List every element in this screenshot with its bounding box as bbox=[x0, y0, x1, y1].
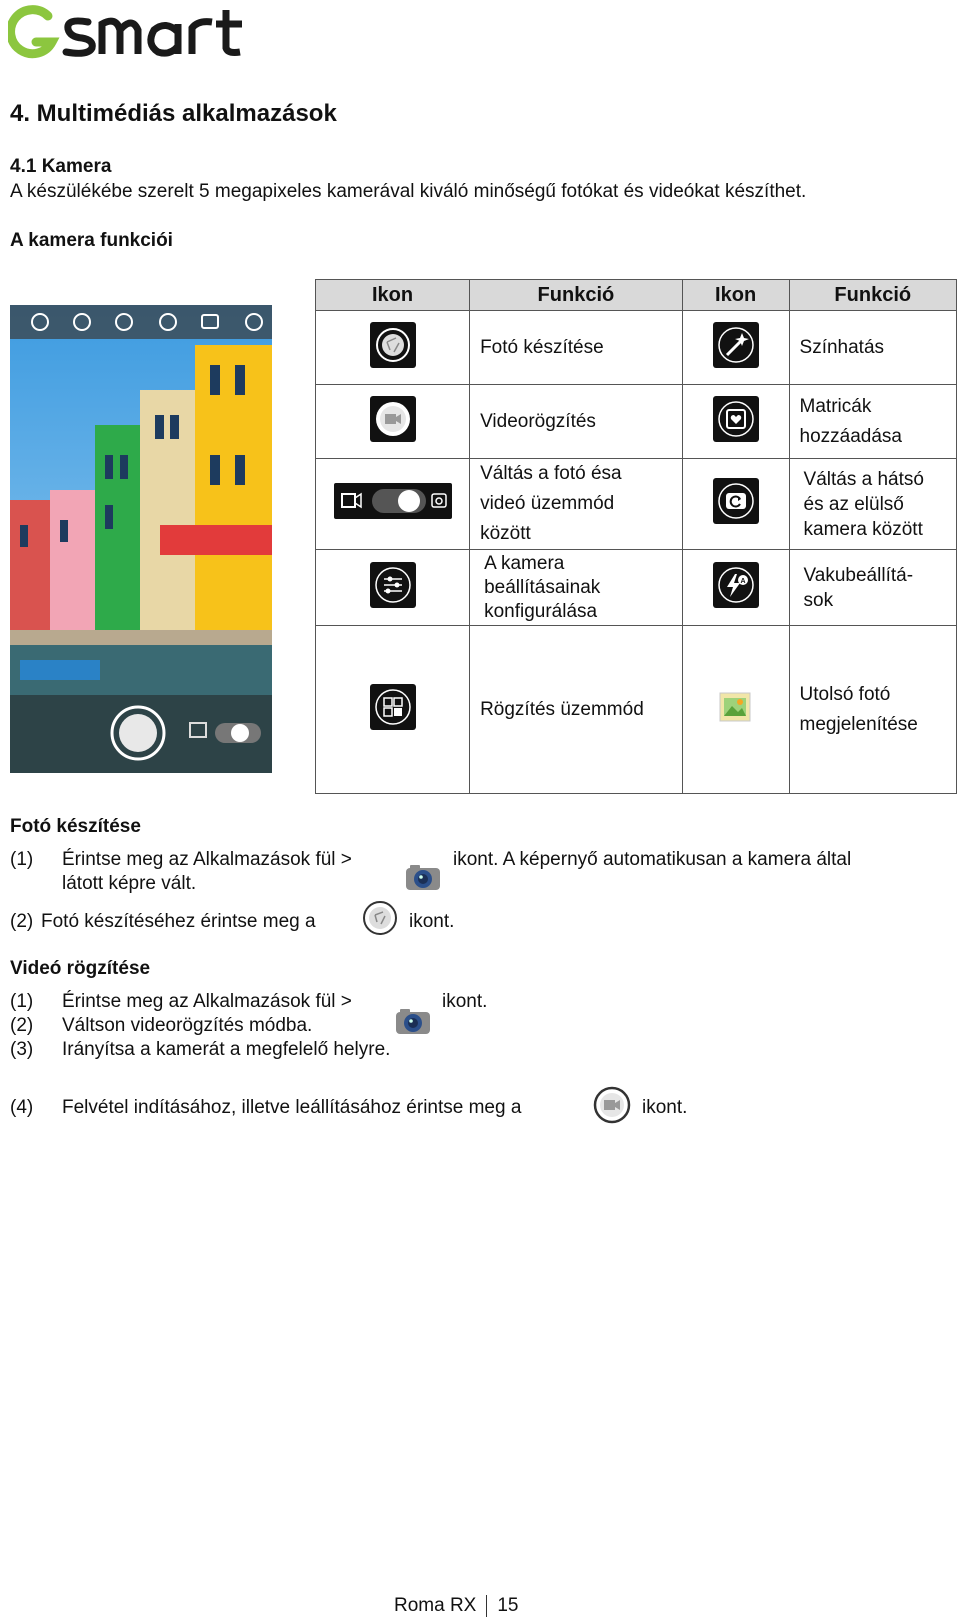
step-number: (3) bbox=[10, 1039, 34, 1060]
step-number: (2) bbox=[10, 911, 34, 932]
function-label: konfigurálása bbox=[484, 600, 598, 622]
camera-app-icon bbox=[395, 1008, 431, 1036]
section-title: 4.1 Kamera bbox=[10, 156, 112, 177]
camera-app-icon bbox=[405, 864, 441, 892]
step-text: látott képre vált. bbox=[62, 873, 197, 894]
step-text: ikont. bbox=[642, 1097, 688, 1118]
camera-functions-table bbox=[315, 279, 957, 794]
functions-title: A kamera funkciói bbox=[10, 230, 173, 251]
function-label: Vakubeállítá- bbox=[803, 564, 914, 586]
header-function: Funkció bbox=[789, 280, 956, 311]
step-number: (1) bbox=[10, 849, 34, 870]
function-label: A kamera bbox=[484, 552, 565, 574]
page-number: 15 bbox=[497, 1595, 519, 1617]
step-text: Érintse meg az Alkalmazások fül > bbox=[62, 991, 352, 1012]
function-label: sok bbox=[803, 589, 834, 611]
table-row bbox=[316, 626, 957, 794]
table-row bbox=[316, 311, 957, 385]
function-label: Színhatás bbox=[799, 336, 885, 358]
header-function: Funkció bbox=[470, 280, 683, 311]
flash-auto-icon bbox=[713, 562, 759, 608]
photo-section-title: Fotó készítése bbox=[10, 816, 141, 837]
shutter-icon bbox=[362, 900, 398, 936]
function-label: hozzáadása bbox=[799, 425, 902, 447]
shutter-icon bbox=[370, 322, 416, 368]
photo-video-toggle-icon bbox=[334, 483, 452, 519]
function-label: Videorögzítés bbox=[480, 410, 596, 432]
step-text: ikont. A képernyő automatikusan a kamera által bbox=[453, 849, 852, 870]
gsmart-logo bbox=[8, 2, 248, 62]
function-label: beállításainak bbox=[484, 576, 601, 598]
footer-divider bbox=[486, 1595, 487, 1617]
page-footer bbox=[394, 1595, 519, 1617]
step-text: Fotó készítéséhez érintse meg a bbox=[41, 911, 316, 932]
header-icon: Ikon bbox=[316, 280, 470, 311]
function-label: Váltás a hátsó bbox=[803, 468, 924, 490]
header-icon: Ikon bbox=[682, 280, 789, 311]
table-row bbox=[316, 385, 957, 459]
video-record-icon bbox=[593, 1086, 631, 1124]
step-number: (2) bbox=[10, 1015, 34, 1036]
step-text: Irányítsa a kamerát a megfelelő helyre. bbox=[62, 1039, 391, 1060]
camera-screenshot-illustration bbox=[10, 305, 272, 773]
footer-model: Roma RX bbox=[394, 1595, 477, 1617]
step-text: ikont. bbox=[409, 911, 455, 932]
capture-mode-icon bbox=[370, 684, 416, 730]
settings-sliders-icon bbox=[370, 562, 416, 608]
last-photo-thumbnail-icon bbox=[719, 690, 753, 724]
step-text: ikont. bbox=[442, 991, 488, 1012]
function-label: kamera között bbox=[803, 518, 923, 540]
function-label: Váltás a fotó ésa bbox=[480, 463, 622, 484]
function-label: és az elülső bbox=[803, 493, 904, 515]
function-label: megjelenítése bbox=[799, 713, 918, 735]
svg-text:A: A bbox=[740, 577, 746, 585]
step-number: (1) bbox=[10, 991, 34, 1012]
video-section-title: Videó rögzítése bbox=[10, 958, 151, 979]
step-text: Váltson videorögzítés módba. bbox=[62, 1015, 313, 1036]
chapter-heading: 4. Multimédiás alkalmazások bbox=[10, 100, 337, 127]
table-row bbox=[316, 550, 957, 626]
section-intro: A készülékébe szerelt 5 megapixeles kamerával kiváló minőségű fotókat és videókat készíthet. bbox=[10, 181, 807, 202]
step-text: Felvétel indításához, illetve leállításához érintse meg a bbox=[62, 1097, 522, 1118]
function-label: Matricák bbox=[799, 395, 872, 417]
sticker-icon bbox=[713, 396, 759, 442]
step-text: Érintse meg az Alkalmazások fül > bbox=[62, 849, 352, 870]
function-label: között bbox=[480, 523, 531, 544]
magic-wand-icon bbox=[713, 322, 759, 368]
table-row bbox=[316, 459, 957, 550]
switch-camera-icon bbox=[713, 478, 759, 524]
function-label: Rögzítés üzemmód bbox=[480, 698, 644, 720]
function-label: Fotó készítése bbox=[480, 336, 604, 358]
step-number: (4) bbox=[10, 1097, 34, 1118]
function-label: Utolsó fotó bbox=[799, 683, 891, 705]
function-label: videó üzemmód bbox=[480, 493, 615, 514]
table-header-row bbox=[316, 280, 957, 311]
video-record-icon bbox=[370, 396, 416, 442]
